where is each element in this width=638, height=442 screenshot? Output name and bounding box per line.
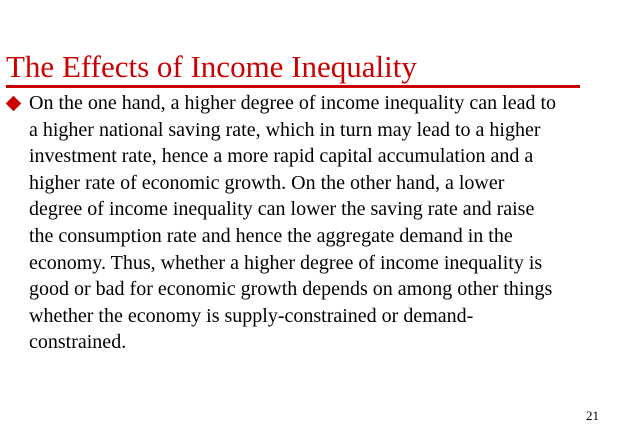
paragraph-line: whether the economy is supply-constrained or demand- — [29, 304, 474, 327]
paragraph-line: degree of income inequality can lower the saving rate and raise — [29, 198, 535, 221]
title-underline — [6, 85, 580, 88]
paragraph-line: economy. Thus, whether a higher degree of income inequality is — [29, 251, 543, 274]
page-number: 21 — [586, 408, 599, 423]
paragraph-line: a higher national saving rate, which in turn may lead to a higher — [29, 118, 541, 141]
paragraph-line: On the one hand, a higher degree of income inequality can lead to — [29, 92, 557, 114]
paragraph-line: higher rate of economic growth. On the other hand, a lower — [29, 171, 505, 194]
paragraph-line: good or bad for economic growth depends on among other things — [29, 278, 553, 301]
paragraph-line: investment rate, hence a more rapid capital accumulation and a — [29, 145, 534, 168]
slide-title: The Effects of Income Inequality — [6, 49, 417, 84]
diamond-bullet-icon — [6, 96, 22, 112]
paragraph-line: constrained. — [29, 331, 127, 354]
bullet-paragraph — [29, 90, 633, 356]
paragraph-line: the consumption rate and hence the aggregate demand in the — [29, 224, 513, 247]
